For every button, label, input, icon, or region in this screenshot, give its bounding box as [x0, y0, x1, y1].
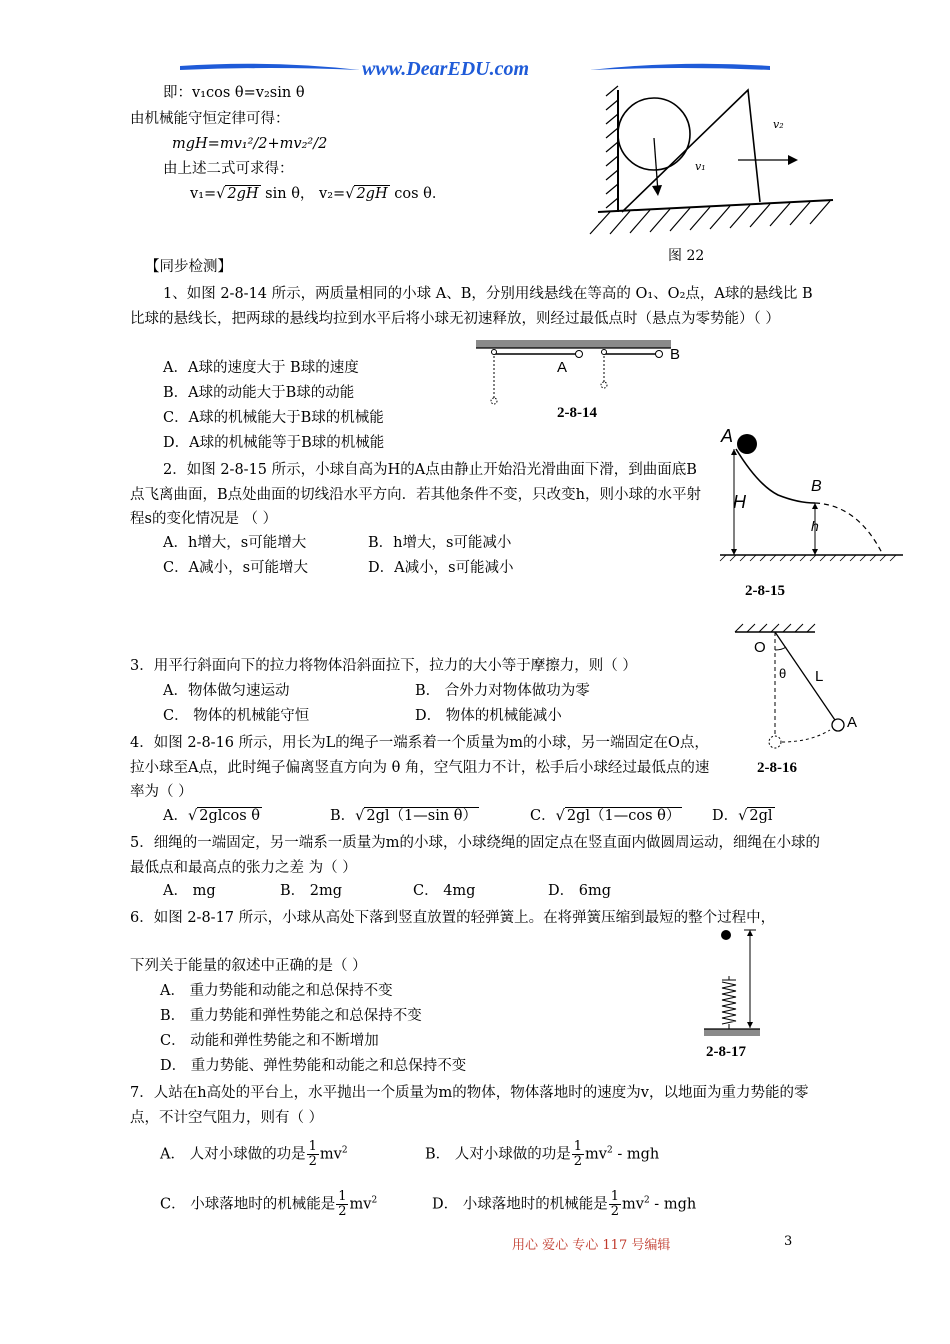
q7-c-prefix: C． 小球落地时的机械能是 — [160, 1196, 336, 1213]
q1-option-d[interactable]: D．A球的机械能等于B球的机械能 — [163, 435, 385, 451]
q2-fig-label-h-big: H — [733, 492, 746, 512]
q7-option-b[interactable] — [425, 1140, 659, 1169]
q1-fig-label-b: B — [670, 346, 681, 363]
q7-b-prefix: B． 人对小球做的功是 — [425, 1146, 571, 1163]
q5-option-d[interactable]: D． 6mg — [548, 883, 611, 899]
q2-option-d[interactable]: D．A减小，s可能减小 — [368, 560, 514, 576]
q3-option-b[interactable]: B． 合外力对物体做功为零 — [415, 683, 590, 699]
q4-fig-label-l: L — [815, 668, 824, 685]
intro-end: cos θ． — [394, 186, 447, 202]
q6-option-d[interactable]: D． 重力势能、弹性势能和动能之和总保持不变 — [160, 1058, 467, 1074]
q3-option-c[interactable]: C． 物体的机械能守恒 — [163, 708, 310, 724]
q2-stem: 2．如图 2-8-15 所示，小球自高为H的A点由静止开始沿光滑曲面下滑，到曲面底B点飞离曲面，B点处曲面的切线沿水平方向．若其他条件不变，只改变h，则小球的水平射程s的变化情况是 （ ） — [130, 462, 701, 527]
q2-option-a[interactable]: A．h增大，s可能增大 — [163, 535, 307, 551]
q7-a-sq: 2 — [341, 1145, 348, 1156]
q4-b-prefix: B． — [330, 808, 356, 824]
q2-fig-label-a: A — [721, 426, 734, 446]
figure-22 — [588, 88, 838, 248]
q4-option-a[interactable]: A．√ 2glcos θ — [163, 808, 261, 824]
q5-option-b[interactable]: B． 2mg — [280, 883, 343, 899]
q3-stem: 3．用平行斜面向下的拉力将物体沿斜面拉下，拉力的大小等于摩擦力，则（ ） — [130, 658, 637, 674]
intro-sqrt-2: 2gH — [356, 186, 388, 202]
q2-option-b[interactable]: B．h增大，s可能减小 — [368, 535, 512, 551]
q7-d-prefix: D． 小球落地时的机械能是 — [432, 1196, 608, 1213]
q4-fig-label-theta: θ — [779, 666, 787, 681]
q3-option-d[interactable]: D． 物体的机械能减小 — [415, 708, 562, 724]
q4-fig-label-o: O — [754, 639, 766, 656]
q7-d-mv: mv — [622, 1196, 644, 1213]
intro-line-3: mgH=mv₁²/2+mv₂²/2 — [172, 136, 328, 152]
q4-c-radicand: 2gl（1—cos θ） — [566, 808, 681, 824]
q4-a-prefix: A． — [163, 808, 188, 824]
q4-fig-caption: 2-8-16 — [757, 760, 797, 776]
q1-option-a[interactable]: A．A球的速度大于 B球的速度 — [163, 360, 359, 376]
q7-c-fraction — [336, 1190, 348, 1219]
q7-c-den: 2 — [338, 1204, 347, 1219]
intro-line-2: 由机械能守恒定律可得： — [130, 111, 290, 127]
q7-a-num: 1 — [308, 1139, 317, 1154]
q2-option-c[interactable]: C．A减小，s可能增大 — [163, 560, 309, 576]
q7-a-den: 2 — [308, 1154, 317, 1169]
q6-fig-caption: 2-8-17 — [706, 1044, 746, 1060]
q7-option-c[interactable] — [160, 1190, 377, 1219]
q4-b-radicand: 2gl（1—sin θ） — [366, 808, 478, 824]
fig22-v1: v₁ — [695, 160, 706, 173]
section-title: 【同步检测】 — [145, 259, 232, 275]
q7-option-a[interactable] — [160, 1140, 348, 1169]
q7-a-mv: mv — [319, 1146, 342, 1163]
q7-a-fraction — [307, 1140, 319, 1169]
q7-b-fraction — [572, 1140, 584, 1169]
q7-stem: 7．人站在h高处的平台上，水平抛出一个质量为m的物体，物体落地时的速度为v，以地面为重力势能的零点，不计空气阻力，则有（ ） — [130, 1085, 809, 1126]
figure-2-8-16 — [730, 620, 860, 750]
q5-option-a[interactable]: A． mg — [163, 883, 216, 899]
q6-stem-1: 6．如图 2-8-17 所示，小球从高处下落到竖直放置的轻弹簧上。在将弹簧压缩到最短的整个过程中， — [130, 910, 776, 926]
q1-option-b[interactable]: B．A球的动能大于B球的动能 — [163, 385, 355, 401]
q5-stem: 5．细绳的一端固定，另一端系一质量为m的小球，小球绕绳的固定点在竖直面内做圆周运动，细绳在小球的最低点和最高点的张力之差 为（ ） — [130, 835, 820, 876]
footer-text: 用心 爱心 专心 117 号编辑 — [512, 1238, 671, 1253]
q7-option-d[interactable] — [432, 1190, 696, 1219]
q4-option-c[interactable]: C．√ 2gl（1—cos θ） — [530, 808, 681, 824]
q7-b-mgh: - mgh — [612, 1146, 660, 1163]
q7-d-den: 2 — [610, 1204, 620, 1219]
figure-2-8-17 — [700, 928, 770, 1043]
q1-fig-label-a: A — [557, 359, 568, 376]
q6-option-c[interactable]: C． 动能和弹性势能之和不断增加 — [160, 1033, 379, 1049]
q3-option-a[interactable]: A．物体做匀速运动 — [163, 683, 290, 699]
intro-sqrt-1: 2gH — [227, 186, 259, 202]
page-number: 3 — [784, 1234, 793, 1249]
q7-b-num: 1 — [573, 1139, 583, 1154]
q6-stem-2: 下列关于能量的叙述中正确的是（ ） — [130, 958, 367, 974]
q5-option-c[interactable]: C． 4mg — [413, 883, 476, 899]
q7-c-mv: mv — [349, 1196, 372, 1213]
intro-line-5: v₁=√ 2gH sin θ， v₂=√ 2gH cos θ． — [190, 186, 447, 202]
q7-d-sq: 2 — [643, 1195, 650, 1206]
q4-d-radicand: 2gl — [749, 808, 773, 824]
q4-option-b[interactable]: B．√ 2gl（1—sin θ） — [330, 808, 478, 824]
q6-option-a[interactable]: A． 重力势能和动能之和总保持不变 — [160, 983, 393, 999]
q2-fig-label-h: h — [811, 518, 819, 534]
q4-option-d[interactable]: D．√ 2gl — [712, 808, 773, 824]
q1-stem: 1、如图 2-8-14 所示，两质量相同的小球 A、B，分别用线悬线在等高的 O₁、O₂点，A球的悬线比 B比球的悬线长，把两球的悬线均拉到水平后将小球无初速释放，则经过最低点时（悬点为零势能）（ ） — [130, 286, 813, 327]
q6-option-b[interactable]: B． 重力势能和弹性势能之和总保持不变 — [160, 1008, 422, 1024]
q7-b-den: 2 — [573, 1154, 583, 1169]
q7-b-sq: 2 — [607, 1145, 613, 1156]
q7-c-sq: 2 — [371, 1195, 378, 1206]
q1-fig-caption: 2-8-14 — [557, 405, 597, 421]
q4-stem: 4．如图 2-8-16 所示，用长为L的绳子一端系着一个质量为m的小球，另一端固定在O点，拉小球至A点，此时绳子偏离竖直方向为 θ 角，空气阻力不计，松手后小球经过最低点的速率为（ ） — [130, 735, 710, 800]
q7-d-mgh: - mgh — [649, 1196, 697, 1213]
q2-fig-caption: 2-8-15 — [745, 583, 785, 599]
figure-2-8-14 — [476, 340, 686, 410]
intro-line-4: 由上述二式可求得： — [163, 161, 294, 177]
q4-c-prefix: C． — [530, 808, 556, 824]
q2-fig-label-b: B — [811, 478, 822, 495]
header-swoosh-left — [180, 64, 360, 70]
q7-c-num: 1 — [338, 1189, 347, 1204]
intro-v1: v₁= — [190, 186, 217, 202]
header-swoosh-right — [590, 64, 770, 70]
intro-mid: sin θ， v₂= — [265, 186, 346, 202]
header-site[interactable]: www.DearEDU.com — [362, 58, 530, 80]
q4-d-prefix: D． — [712, 808, 739, 824]
q7-a-prefix: A． 人对小球做的功是 — [160, 1146, 306, 1163]
fig22-v2: v₂ — [773, 118, 784, 131]
q7-d-fraction — [609, 1190, 621, 1219]
fig22-caption: 图 22 — [668, 248, 705, 264]
intro-line-1: 即：v₁cos θ=v₂sin θ — [163, 85, 305, 101]
q1-option-c[interactable]: C．A球的机械能大于B球的机械能 — [163, 410, 384, 426]
q7-d-num: 1 — [610, 1189, 620, 1204]
q4-fig-label-a: A — [847, 714, 858, 731]
q7-b-mv: mv — [585, 1146, 607, 1163]
q4-a-radicand: 2glcos θ — [199, 808, 261, 824]
